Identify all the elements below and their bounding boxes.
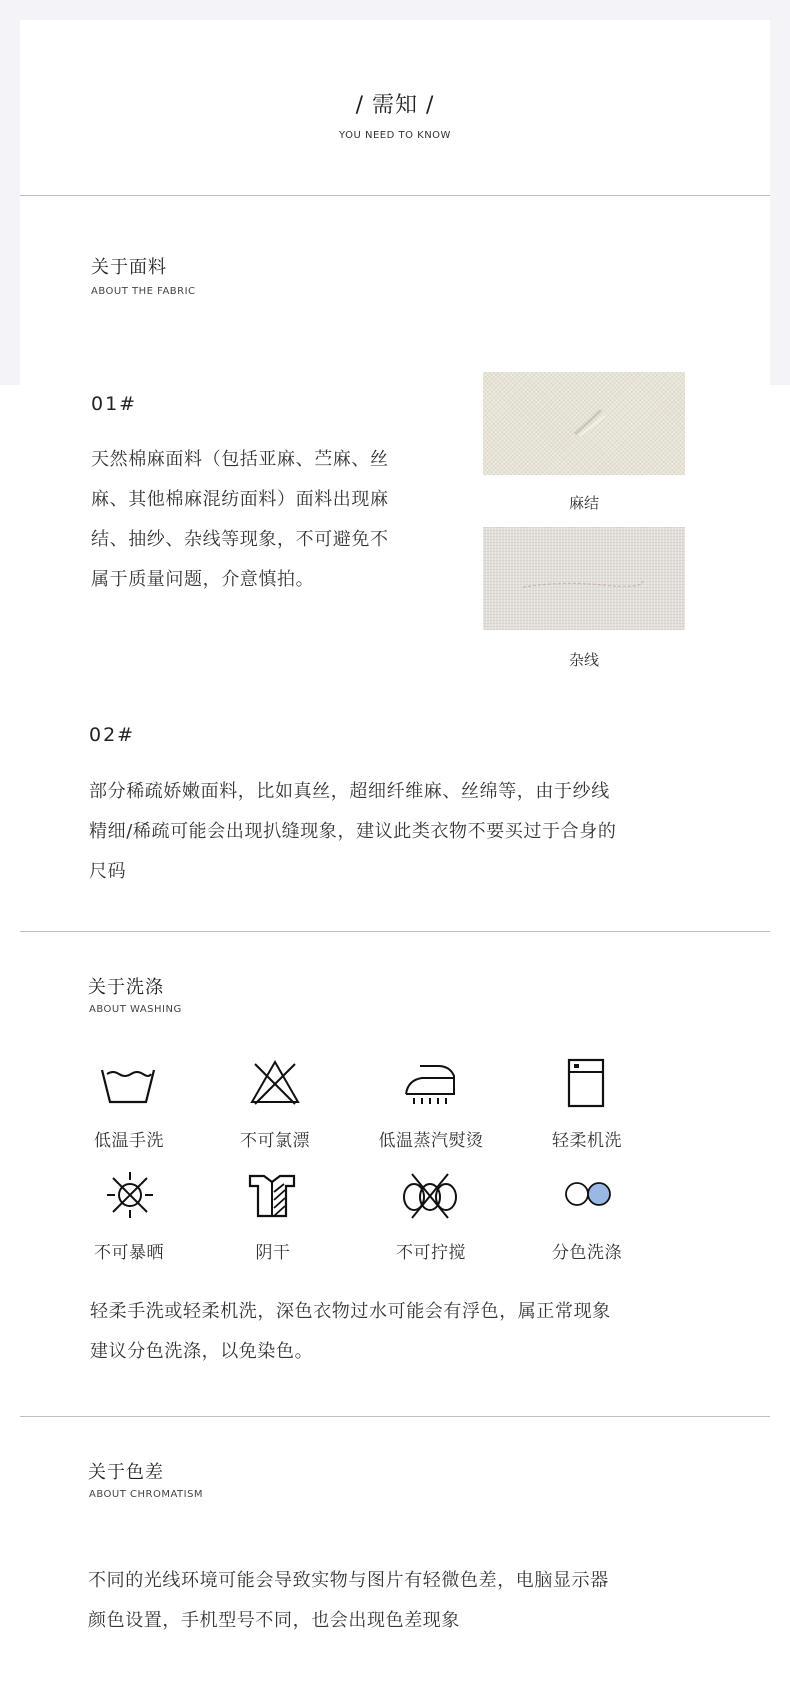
fabric-item1-text [91,440,441,600]
header-card [20,20,770,385]
separate-colors-icon [558,1170,618,1220]
page-subtitle: YOU NEED TO KNOW [339,130,451,141]
stray-thread-mark [483,527,685,630]
text-line: 尺码 [89,861,127,882]
text-line: 建议分色洗涤，以免染色。 [90,1341,314,1362]
washing-section-title: 关于洗涤 [88,977,164,998]
item-number-01: 01# [91,393,138,415]
stray-thread-photo [483,527,685,630]
wash-label: 低温蒸汽熨烫 [378,1131,484,1151]
chromatism-section-title: 关于色差 [88,1462,164,1483]
chromatism-text [88,1561,738,1641]
wash-label: 不可拧搅 [396,1243,466,1263]
steam-iron-icon [400,1058,460,1108]
text-line: 属于质量问题，介意慎拍。 [91,569,315,590]
divider [20,1416,770,1417]
no-wring-icon [400,1170,460,1220]
stray-thread-caption: 杂线 [568,651,599,669]
chromatism-section-subtitle: ABOUT CHROMATISM [89,1489,204,1500]
fabric-item2-text [89,772,729,892]
washing-text [90,1292,740,1372]
no-bleach-icon [245,1058,305,1108]
divider [20,195,770,196]
item-number-02: 02# [89,724,136,746]
fabric-section-subtitle: ABOUT THE FABRIC [91,286,196,297]
washing-section-subtitle: ABOUT WASHING [89,1004,182,1015]
wash-label: 分色洗涤 [552,1243,622,1263]
fabric-section-title: 关于面料 [91,257,167,278]
text-line: 精细/稀疏可能会出现扒缝现象，建议此类衣物不要买过于合身的 [89,821,617,842]
text-line: 结、抽纱、杂线等现象，不可避免不 [91,529,389,550]
wash-label: 不可暴晒 [94,1243,164,1263]
text-line: 不同的光线环境可能会导致实物与图片有轻微色差，电脑显示器 [88,1570,609,1591]
shade-dry-icon [242,1170,302,1220]
fabric-knot-mark [483,372,685,475]
wash-label: 低温手洗 [94,1131,164,1151]
wash-label: 轻柔机洗 [552,1131,622,1151]
text-line: 轻柔手洗或轻柔机洗，深色衣物过水可能会有浮色，属正常现象 [90,1301,611,1322]
no-sun-icon [100,1170,160,1220]
text-line: 颜色设置，手机型号不同，也会出现色差现象 [88,1610,460,1631]
washing-machine-icon [556,1058,616,1108]
divider [20,931,770,932]
linen-knot-photo [483,372,685,475]
wash-label: 不可氯漂 [240,1131,310,1151]
linen-knot-caption: 麻结 [568,494,599,512]
wash-label: 阴干 [255,1243,291,1263]
page-title: / 需知 / [355,93,435,118]
text-line: 天然棉麻面料（包括亚麻、苎麻、丝 [91,449,389,470]
text-line: 部分稀疏娇嫩面料，比如真丝，超细纤维麻、丝绵等，由于纱线 [89,781,610,802]
text-line: 麻、其他棉麻混纺面料）面料出现麻 [91,489,389,510]
wash-tub-icon [98,1058,158,1108]
